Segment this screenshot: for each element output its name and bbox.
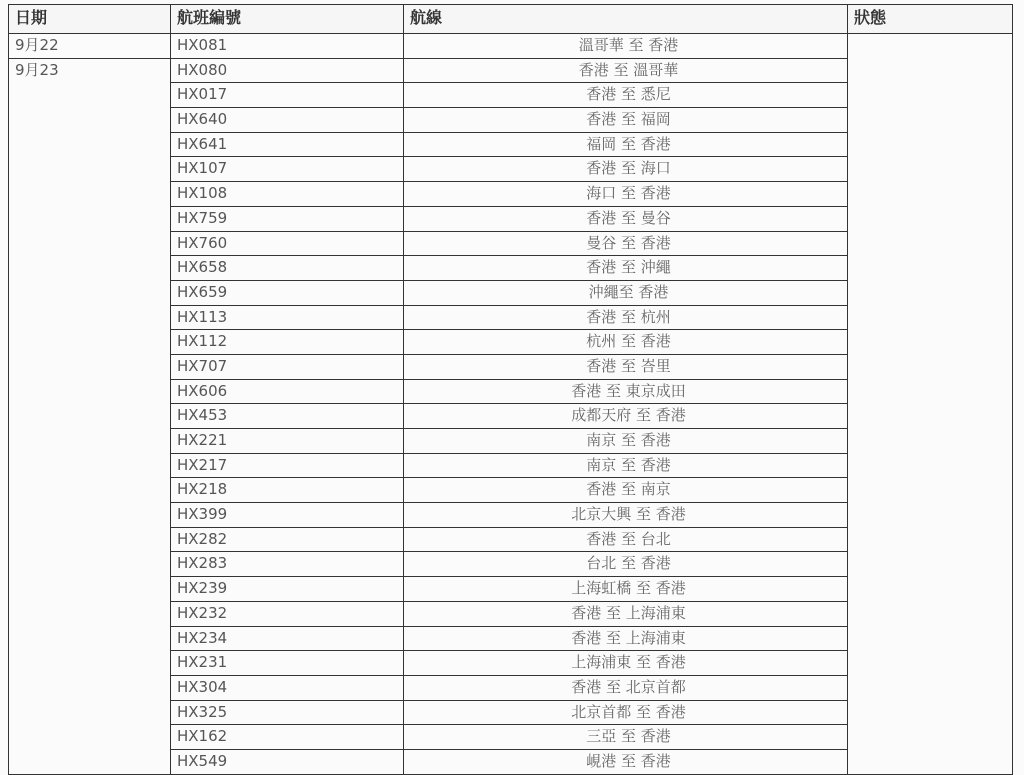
route-cell: 海口 至 香港 [404,182,848,207]
flight-number-cell: HX080 [171,58,404,83]
flight-number-cell: HX283 [171,552,404,577]
route-cell: 北京大興 至 香港 [404,503,848,528]
route-cell: 上海虹橋 至 香港 [404,577,848,602]
route-cell: 三亞 至 香港 [404,725,848,750]
flight-number-cell: HX707 [171,354,404,379]
flight-number-cell: HX231 [171,651,404,676]
table-row [9,34,1013,59]
flight-number-cell: HX325 [171,700,404,725]
flight-number-cell: HX107 [171,157,404,182]
route-cell: 香港 至 曼谷 [404,206,848,231]
route-cell: 杭州 至 香港 [404,330,848,355]
flight-number-cell: HX234 [171,626,404,651]
flight-number-cell: HX641 [171,132,404,157]
route-cell: 香港 至 溫哥華 [404,58,848,83]
route-cell: 香港 至 悉尼 [404,83,848,108]
flight-number-cell: HX606 [171,379,404,404]
flight-number-cell: HX658 [171,256,404,281]
flight-number-cell: HX239 [171,577,404,602]
flight-number-cell: HX759 [171,206,404,231]
route-cell: 台北 至 香港 [404,552,848,577]
route-cell: 香港 至 北京首都 [404,675,848,700]
header-date: 日期 [9,5,171,34]
route-cell: 福岡 至 香港 [404,132,848,157]
route-cell: 沖繩至 香港 [404,280,848,305]
header-flight-number: 航班編號 [171,5,404,34]
route-cell: 香港 至 杭州 [404,305,848,330]
flight-number-cell: HX453 [171,404,404,429]
flight-number-cell: HX232 [171,601,404,626]
flight-number-cell: HX217 [171,453,404,478]
route-cell: 南京 至 香港 [404,453,848,478]
route-cell: 香港 至 峇里 [404,354,848,379]
table-body [9,34,1013,775]
flight-number-cell: HX081 [171,34,404,59]
route-cell: 香港 至 沖繩 [404,256,848,281]
route-cell: 溫哥華 至 香港 [404,34,848,59]
route-cell: 南京 至 香港 [404,429,848,454]
route-cell: 香港 至 台北 [404,527,848,552]
route-cell: 香港 至 海口 [404,157,848,182]
flight-number-cell: HX017 [171,83,404,108]
route-cell: 成都天府 至 香港 [404,404,848,429]
flight-number-cell: HX304 [171,675,404,700]
route-cell: 上海浦東 至 香港 [404,651,848,676]
date-cell: 9月23 [9,58,171,774]
table-header-row [9,5,1013,34]
flight-number-cell: HX108 [171,182,404,207]
flight-number-cell: HX549 [171,749,404,774]
flight-number-cell: HX760 [171,231,404,256]
route-cell: 香港 至 福岡 [404,108,848,133]
date-cell: 9月22 [9,34,171,59]
flight-number-cell: HX640 [171,108,404,133]
flight-schedule-table [8,4,1013,775]
status-cell [848,34,1013,775]
route-cell: 香港 至 東京成田 [404,379,848,404]
header-status: 狀態 [848,5,1013,34]
flight-number-cell: HX218 [171,478,404,503]
route-cell: 曼谷 至 香港 [404,231,848,256]
header-route: 航線 [404,5,848,34]
flight-number-cell: HX282 [171,527,404,552]
flight-number-cell: HX221 [171,429,404,454]
flight-number-cell: HX399 [171,503,404,528]
flight-number-cell: HX113 [171,305,404,330]
route-cell: 香港 至 上海浦東 [404,601,848,626]
route-cell: 香港 至 上海浦東 [404,626,848,651]
flight-number-cell: HX162 [171,725,404,750]
route-cell: 香港 至 南京 [404,478,848,503]
flight-number-cell: HX112 [171,330,404,355]
route-cell: 北京首都 至 香港 [404,700,848,725]
route-cell: 峴港 至 香港 [404,749,848,774]
flight-number-cell: HX659 [171,280,404,305]
